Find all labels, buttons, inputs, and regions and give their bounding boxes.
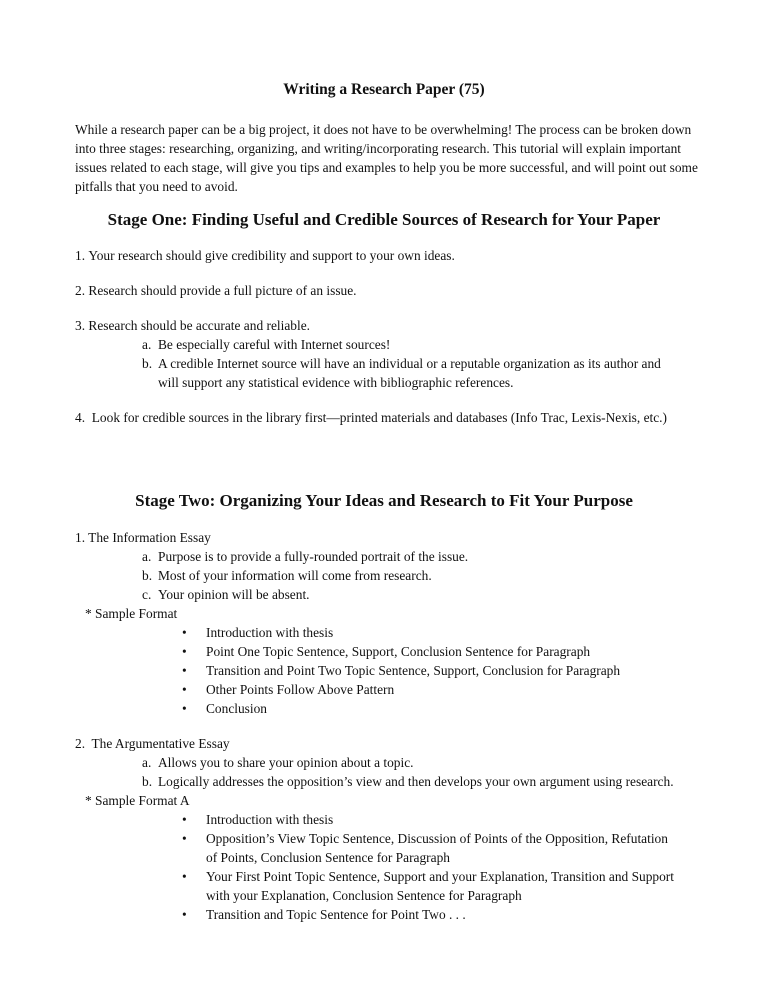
bullet-icon: •: [182, 625, 187, 640]
item-text: Research should provide a full picture of an issue.: [88, 283, 357, 298]
intro-paragraph: While a research paper can be a big project, it does not have to be overwhelming! The process can be broken down into three stages: researching, organizing, and writing/incorporating research. This tutorial will explain important issues related to each stage, will give you tips and examples to help you be more successful, and will point out some pitfalls that you need to avoid.: [75, 122, 698, 194]
list-item: [75, 408, 700, 427]
item-text: [75, 408, 667, 427]
sub-item: [75, 566, 700, 585]
bullet-icon: •: [182, 682, 187, 697]
page-title: Writing a Research Paper (75): [283, 81, 485, 98]
stage-one-heading: Stage One: Finding Useful and Credible Sources of Research for Your Paper: [107, 210, 661, 229]
bullet-text: Point One Topic Sentence, Support, Conclusion Sentence for Paragraph: [206, 644, 591, 659]
sample-format-label: * Sample Format: [85, 606, 178, 621]
bullet-item: [75, 661, 700, 680]
bullet-icon: •: [182, 831, 187, 846]
item-body: Look for credible sources in the library first—printed materials and databases (Info Trac, Lexis-Nexis, etc.): [91, 410, 667, 425]
item-number: 1.: [75, 248, 86, 263]
sub-item: [75, 354, 700, 392]
sub-item-text: Your opinion will be absent.: [158, 587, 310, 602]
bullet-text: Introduction with thesis: [206, 812, 334, 827]
bullet-text: Transition and Topic Sentence for Point Two . . .: [206, 907, 466, 922]
sub-item: [75, 585, 700, 604]
bullet-item: [75, 867, 700, 905]
bullet-icon: •: [182, 663, 187, 678]
list-item: [75, 246, 700, 265]
bullet-icon: •: [182, 907, 187, 922]
bullet-text: Your First Point Topic Sentence, Support and your Explanation, Transition and Support with your Explanation, Conclusion Sentence for Paragraph: [206, 869, 674, 903]
bullet-text: Other Points Follow Above Pattern: [206, 682, 395, 697]
sub-item-text: Most of your information will come from research.: [158, 568, 432, 583]
sub-item-text: Purpose is to provide a fully-rounded portrait of the issue.: [158, 549, 469, 564]
sub-item-letter: a.: [142, 549, 152, 564]
sub-item: [75, 753, 700, 772]
bullet-item: [75, 642, 700, 661]
sub-item-text: Logically addresses the opposition’s view and then develops your own argument using research.: [158, 774, 674, 789]
bullet-item: [75, 699, 700, 718]
bullet-item: [75, 810, 700, 829]
sub-item-letter: b.: [142, 774, 153, 789]
sub-item-letter: b.: [142, 356, 153, 371]
stage-two-heading: Stage Two: Organizing Your Ideas and Research to Fit Your Purpose: [135, 491, 633, 510]
list-item: [75, 316, 700, 335]
bullet-icon: •: [182, 644, 187, 659]
bullet-text: Transition and Point Two Topic Sentence, Support, Conclusion for Paragraph: [206, 663, 621, 678]
bullet-text: Opposition’s View Topic Sentence, Discussion of Points of the Opposition, Refutation of Points, Conclusion Sentence for Paragraph: [206, 831, 668, 865]
item-text: Research should be accurate and reliable.: [88, 318, 310, 333]
stage-two-list: [75, 528, 700, 924]
bullet-icon: •: [182, 812, 187, 827]
list-item: [75, 281, 700, 300]
bullet-text: Introduction with thesis: [206, 625, 334, 640]
sub-item-text: A credible Internet source will have an individual or a reputable organization as its author and will support any statistical evidence with bibliographic references.: [158, 356, 661, 390]
sub-item: [75, 547, 700, 566]
bullet-item: [75, 623, 700, 642]
bullet-icon: •: [182, 701, 187, 716]
info-essay-label: 1. The Information Essay: [75, 530, 211, 545]
sub-item-text: Be especially careful with Internet sources!: [158, 337, 391, 352]
item-number: 2.: [75, 283, 86, 298]
sub-item-letter: c.: [142, 587, 152, 602]
item-text: Your research should give credibility and support to your own ideas.: [88, 248, 455, 263]
bullet-item: [75, 905, 700, 924]
item-number: 4.: [75, 410, 86, 425]
sub-item-letter: b.: [142, 568, 153, 583]
sub-item: [75, 772, 700, 791]
sub-item-letter: a.: [142, 337, 152, 352]
bullet-text: Conclusion: [206, 701, 268, 716]
sample-format-label: * Sample Format A: [85, 793, 190, 808]
bullet-item: [75, 680, 700, 699]
bullet-item: [75, 829, 700, 867]
sub-item-text: Allows you to share your opinion about a topic.: [158, 755, 414, 770]
bullet-icon: •: [182, 869, 187, 884]
argumentative-essay-label: 2. The Argumentative Essay: [75, 736, 230, 751]
stage-one-list: [75, 246, 700, 427]
sub-item: [75, 335, 700, 354]
item-number: 3.: [75, 318, 86, 333]
sub-item-letter: a.: [142, 755, 152, 770]
